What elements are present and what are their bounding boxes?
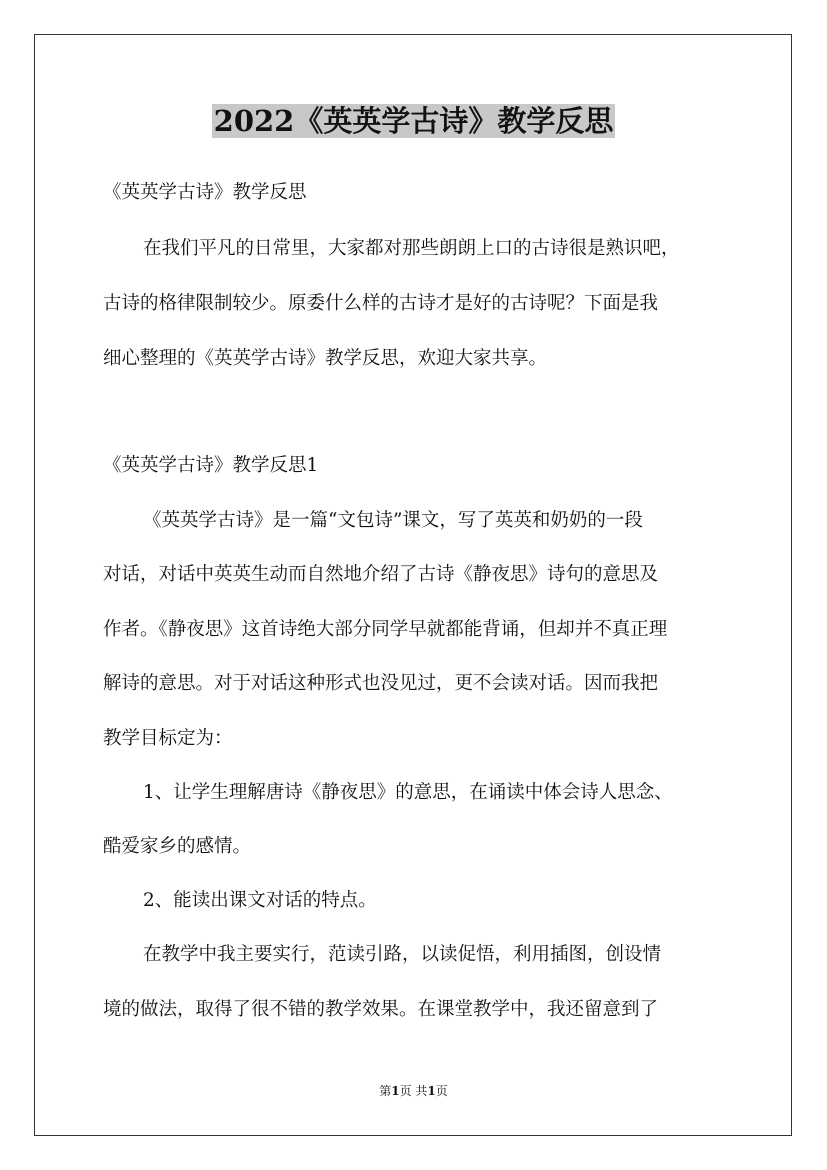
paragraph-line: 对话，对话中英英生动而自然地介绍了古诗《静夜思》诗句的意思及 xyxy=(103,564,659,585)
footer-mid: 页 共 xyxy=(399,1084,428,1098)
document-title-text: 2022《英英学古诗》教学反思 xyxy=(213,104,614,138)
footer-total-pages: 1 xyxy=(427,1084,436,1098)
list-item: 2、能读出课文对话的特点。 xyxy=(143,890,377,911)
footer-current-page: 1 xyxy=(391,1084,400,1098)
document-title xyxy=(0,100,827,142)
paragraph-line: 作者。《静夜思》这首诗绝大部分同学早就都能背诵，但却并不真正理 xyxy=(103,619,668,640)
list-item: 1、让学生理解唐诗《静夜思》的意思，在诵读中体会诗人思念、 xyxy=(143,782,673,803)
paragraph-line: 教学目标定为： xyxy=(103,728,233,749)
page-footer xyxy=(0,1083,827,1099)
paragraph-line: 在我们平凡的日常里，大家都对那些朗朗上口的古诗很是熟识吧， xyxy=(143,238,680,259)
section-heading: 《英英学古诗》教学反思1 xyxy=(103,455,319,476)
paragraph-line: 细心整理的《英英学古诗》教学反思，欢迎大家共享。 xyxy=(103,348,548,369)
footer-suffix: 页 xyxy=(435,1084,448,1098)
paragraph-line: 解诗的意思。对于对话这种形式也没见过，更不会读对话。因而我把 xyxy=(103,673,659,694)
paragraph-line: 在教学中我主要实行，范读引路，以读促悟，利用插图，创设情 xyxy=(143,944,662,965)
footer-prefix: 第 xyxy=(379,1084,392,1098)
paragraph-line: 酷爱家乡的感情。 xyxy=(103,836,252,857)
section-heading: 《英英学古诗》教学反思 xyxy=(103,182,307,203)
paragraph-line: 古诗的格律限制较少。原委什么样的古诗才是好的古诗呢？下面是我 xyxy=(103,293,659,314)
paragraph-line: 境的做法，取得了很不错的教学效果。在课堂教学中，我还留意到了 xyxy=(103,999,659,1020)
paragraph-line: 《英英学古诗》是一篇“文包诗”课文，写了英英和奶奶的一段 xyxy=(143,510,643,531)
